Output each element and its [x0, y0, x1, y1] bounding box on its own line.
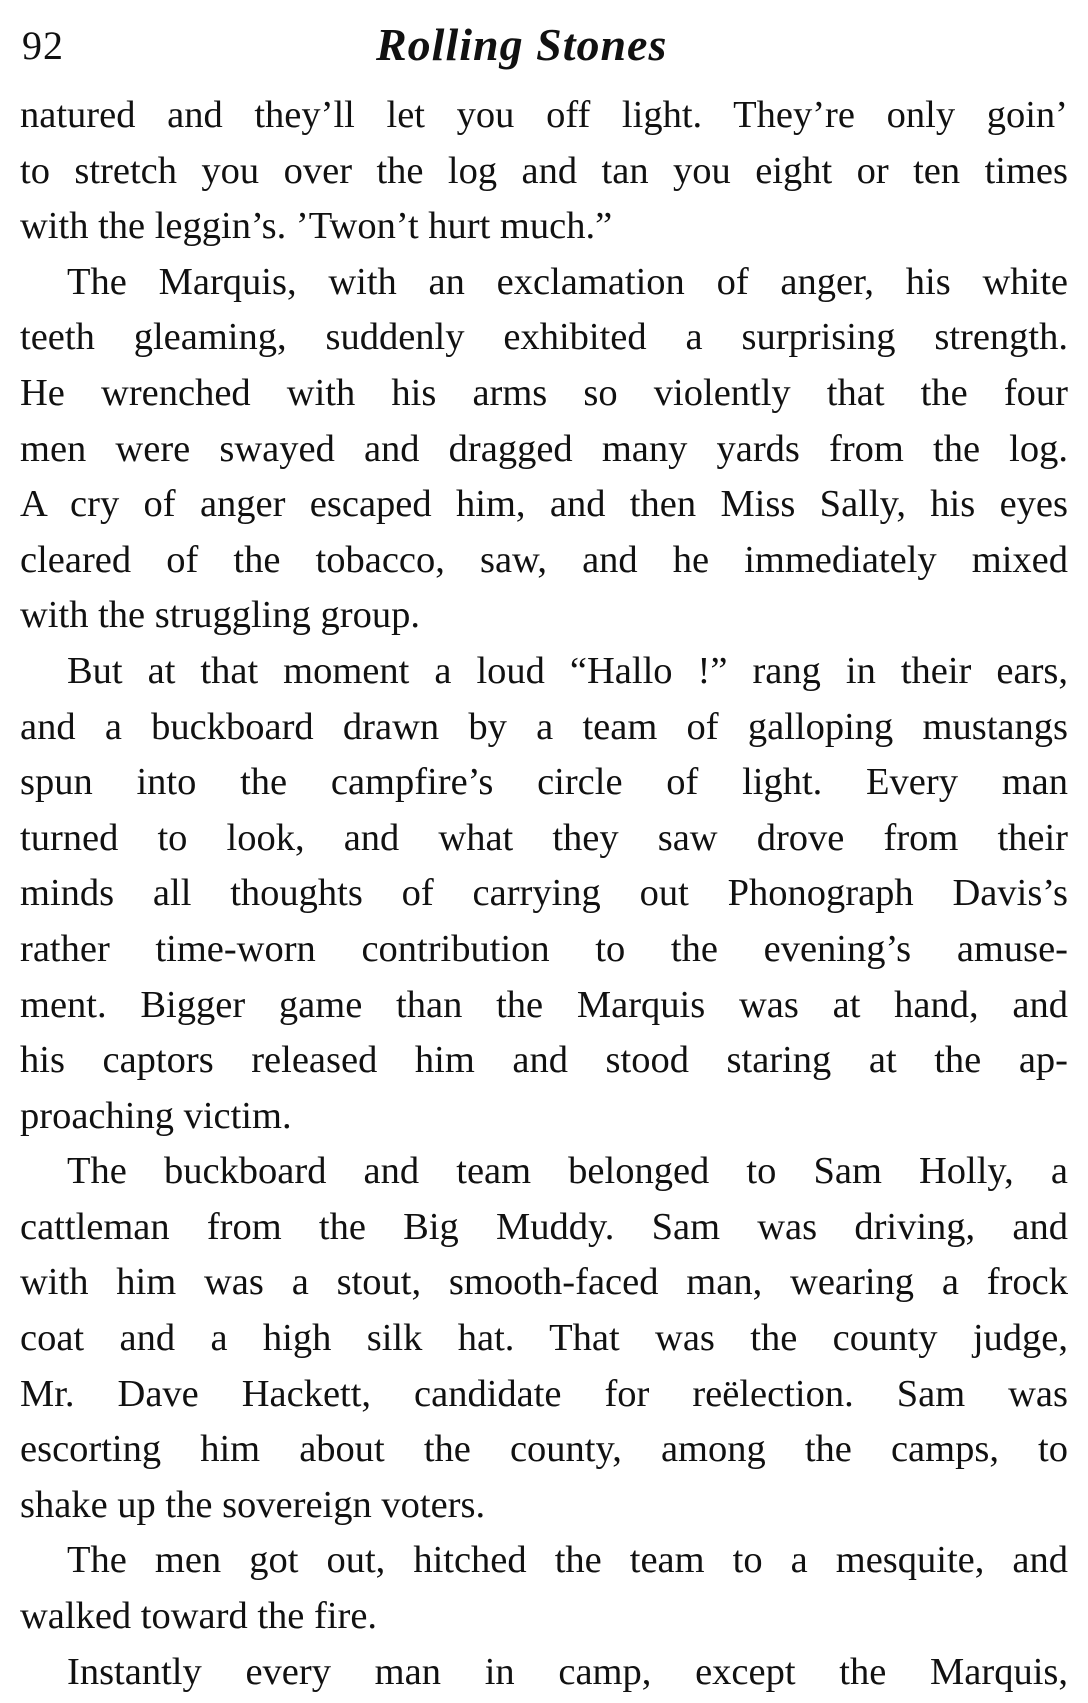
text-line: rather time-worn contribution to the evening’s amuse- — [20, 927, 1068, 970]
text-line: with the struggling group. — [20, 594, 420, 637]
paragraph — [20, 644, 1068, 1144]
text-line: The men got out, hitched the team to a mesquite, and — [67, 1539, 1068, 1582]
text-line: The Marquis, with an exclamation of anger, his white — [67, 260, 1068, 303]
text-line: men were swayed and dragged many yards from the log. — [20, 427, 1068, 470]
text-line: and a buckboard drawn by a team of galloping mustangs — [20, 705, 1068, 748]
text-line: his captors released him and stood staring at the ap- — [20, 1039, 1068, 1082]
text-line: escorting him about the county, among the camps, to — [20, 1428, 1068, 1471]
page-header — [20, 14, 1068, 88]
text-line: Mr. Dave Hackett, candidate for reëlection. Sam was — [20, 1372, 1068, 1415]
text-line: teeth gleaming, suddenly exhibited a surprising strength. — [20, 316, 1068, 359]
text-line: Instantly every man in camp, except the Marquis, — [67, 1650, 1068, 1693]
text-line: with him was a stout, smooth-faced man, wearing a frock — [20, 1261, 1068, 1304]
paragraph — [20, 1645, 1068, 1701]
paragraph — [20, 1533, 1068, 1644]
text-line: cattleman from the Big Muddy. Sam was driving, and — [20, 1205, 1068, 1248]
paragraph — [20, 88, 1068, 255]
text-line: coat and a high silk hat. That was the county judge, — [20, 1317, 1068, 1360]
text-line: to stretch you over the log and tan you eight or ten times — [20, 149, 1068, 192]
page-number: 92 — [22, 23, 64, 68]
text-line: He wrenched with his arms so violently that the four — [20, 371, 1068, 414]
book-page — [20, 14, 1068, 1700]
text-line: shake up the sovereign voters. — [20, 1483, 486, 1526]
text-line: spun into the campfire’s circle of light. Every man — [20, 761, 1068, 804]
text-line: cleared of the tobacco, saw, and he immediately mixed — [20, 538, 1068, 581]
text-line: walked toward the fire. — [20, 1595, 378, 1638]
body-text — [20, 88, 1068, 1700]
paragraph — [20, 1144, 1068, 1533]
text-line: ment. Bigger game than the Marquis was at hand, and — [20, 983, 1068, 1026]
text-line: The buckboard and team belonged to Sam Holly, a — [67, 1150, 1068, 1193]
paragraph — [20, 255, 1068, 644]
text-line: with the leggin’s. ’Twon’t hurt much.” — [20, 205, 613, 248]
text-line: proaching victim. — [20, 1094, 292, 1137]
text-line: natured and they’ll let you off light. They’re only goin’ — [20, 94, 1068, 136]
text-line: A cry of anger escaped him, and then Miss Sally, his eyes — [20, 483, 1068, 526]
text-line: But at that moment a loud “Hallo !” rang in their ears, — [67, 649, 1068, 692]
text-line: turned to look, and what they saw drove from their — [20, 816, 1068, 859]
running-head-title: Rolling Stones — [376, 19, 668, 70]
text-line: minds all thoughts of carrying out Phonograph Davis’s — [20, 872, 1068, 915]
